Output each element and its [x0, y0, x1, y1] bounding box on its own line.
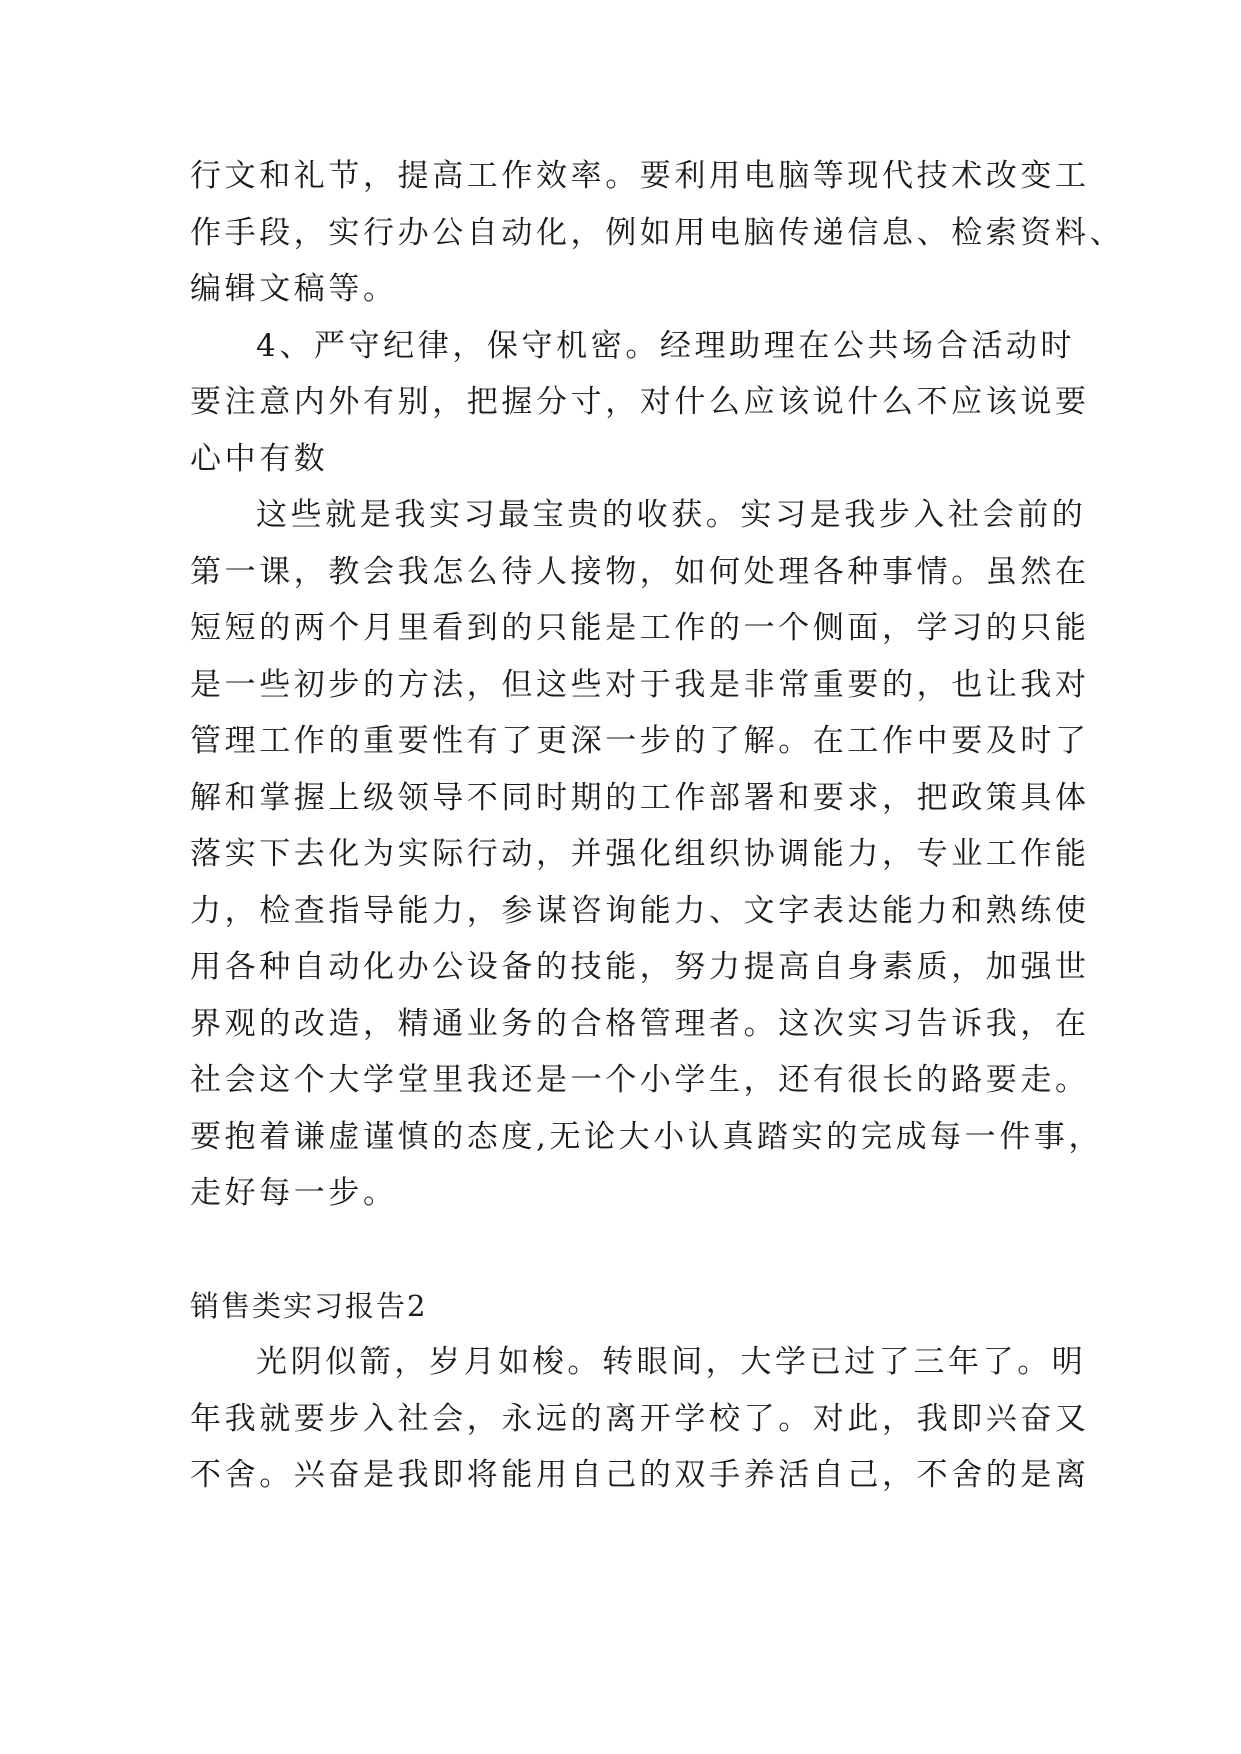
text-line: 是一些初步的方法，但这些对于我是非常重要的，也让我对 — [190, 666, 1090, 703]
text-line: 行文和礼节，提高工作效率。要利用电脑等现代技术改变工 — [190, 158, 1090, 194]
paragraph-intro-report-2 — [190, 1334, 1090, 1504]
text-line: 4、严守纪律，保守机密。经理助理在公共场合活动时 — [256, 327, 1076, 364]
paragraph-reflection — [190, 487, 1104, 1222]
section-spacer — [190, 1222, 1070, 1278]
text-line: 作手段，实行办公自动化，例如用电脑传递信息、检索资料、 — [190, 214, 1125, 251]
text-line: 社会这个大学堂里我还是一个小学生，还有很长的路要走。 — [190, 1062, 1090, 1098]
text-line: 落实下去化为实际行动，并强化组织协调能力，专业工作能 — [190, 836, 1090, 872]
text-line: 走好每一步。 — [190, 1175, 398, 1211]
text-line: 力，检查指导能力，参谋咨询能力、文字表达能力和熟练使 — [190, 892, 1090, 929]
text-line: 要注意内外有别，把握分寸，对什么应该说什么不应该说要 — [190, 384, 1090, 420]
text-line: 用各种自动化办公设备的技能，努力提高自身素质，加强世 — [190, 949, 1090, 985]
text-line: 管理工作的重要性有了更深一步的了解。在工作中要及时了 — [190, 723, 1090, 759]
text-line: 心中有数 — [190, 440, 329, 477]
paragraph-efficiency — [190, 148, 1125, 318]
text-line: 光阴似箭，岁月如梭。转眼间，大学已过了三年了。明 — [256, 1344, 1087, 1380]
text-line: 短短的两个月里看到的只能是工作的一个侧面，学习的只能 — [190, 610, 1090, 646]
text-line: 不舍。兴奋是我即将能用自己的双手养活自己，不舍的是离 — [190, 1457, 1090, 1493]
text-line: 界观的改造，精通业务的合格管理者。这次实习告诉我，在 — [190, 1005, 1090, 1042]
text-line: 第一课，教会我怎么待人接物，如何处理各种事情。虽然在 — [190, 553, 1090, 590]
document-body — [190, 148, 1125, 1504]
text-line: 年我就要步入社会，永远的离开学校了。对此，我即兴奋又 — [190, 1400, 1090, 1437]
section-heading: 销售类实习报告2 — [190, 1288, 428, 1323]
text-line: 编辑文稿等。 — [190, 271, 398, 307]
paragraph-discipline — [190, 318, 1090, 488]
text-line: 这些就是我实习最宝贵的收获。实习是我步入社会前的 — [256, 497, 1087, 533]
text-line: 要抱着谦虚谨慎的态度,无论大小认真踏实的完成每一件事， — [190, 1118, 1104, 1155]
text-line: 解和掌握上级领导不同时期的工作部署和要求，把政策具体 — [190, 779, 1090, 816]
